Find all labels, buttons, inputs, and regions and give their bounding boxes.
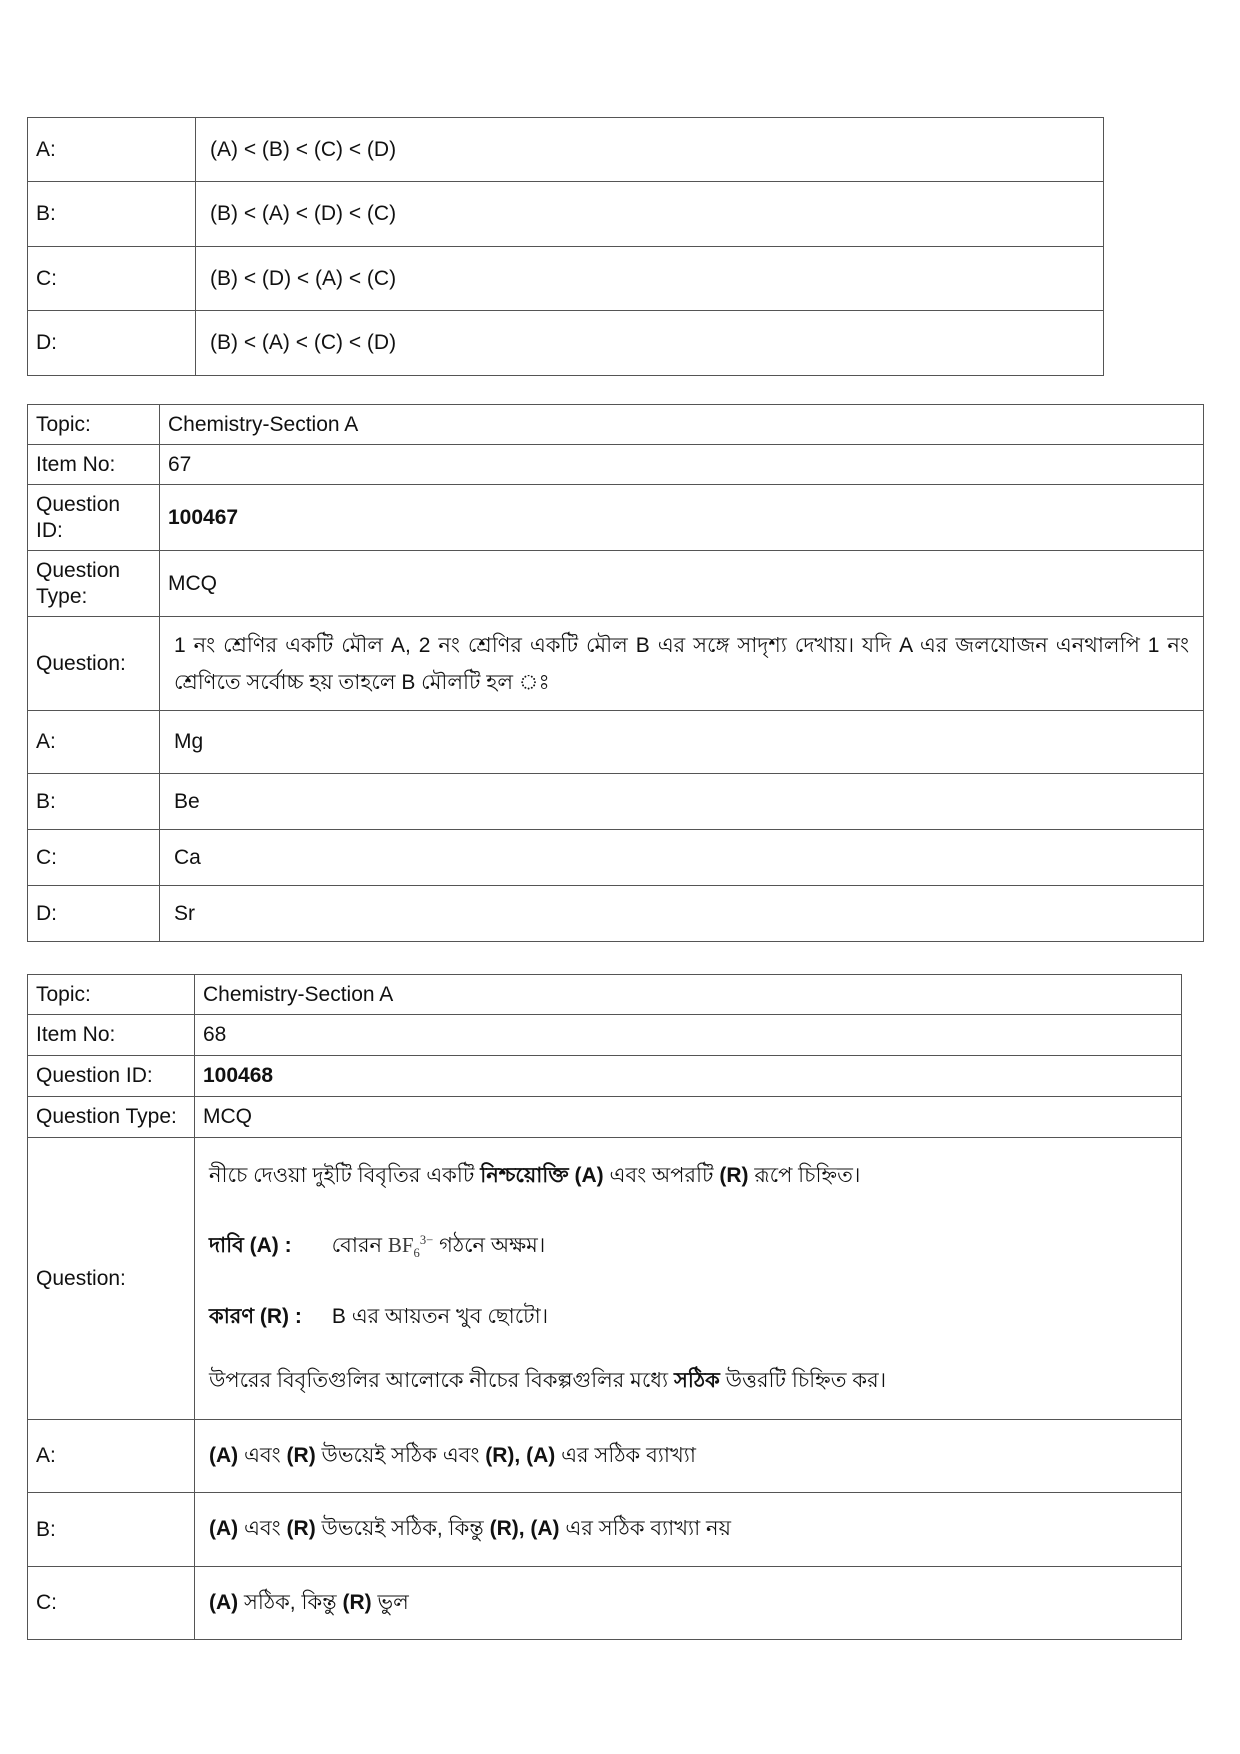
option-text: (B) < (A) < (C) < (D) (196, 311, 1104, 376)
item-no-label: Item No: (28, 445, 160, 485)
question-row (28, 617, 1204, 711)
question-row (28, 1138, 1182, 1420)
question-id-value: 100467 (168, 505, 239, 529)
assertion-label: দাবি (A) : (209, 1234, 292, 1257)
topic-row (28, 405, 1204, 445)
question-type-row (28, 551, 1204, 617)
assertion-line: দাবি (A) : বোরন $BF_6^{3-}$ গঠনে অক্ষম। (209, 1233, 546, 1261)
question-type-value: MCQ (160, 551, 1204, 617)
question-intro-line: নীচে দেওয়া দুইটি বিবৃতির একটি নিশ্চয়োক্তি (A) এবং অপরটি (R) রূপে চিহ্নিত। (209, 1164, 861, 1187)
reason-label: কারণ (R) : (209, 1305, 302, 1329)
option-row (28, 247, 1104, 311)
option-text: Ca (160, 830, 1204, 886)
question-text (195, 1138, 1182, 1420)
option-label: A: (28, 118, 196, 182)
topic-label: Topic: (28, 975, 195, 1015)
option-text: Sr (160, 886, 1204, 942)
instruction-line: উপরের বিবৃতিগুলির আলোকে নীচের বিকল্পগুলির মধ্যে সঠিক উত্তরটি চিহ্নিত কর। (209, 1369, 887, 1393)
question-label: Question: (28, 617, 160, 711)
option-row (28, 1567, 1182, 1640)
option-label: C: (28, 830, 160, 886)
option-label: A: (28, 711, 160, 774)
option-row (28, 886, 1204, 942)
option-label: D: (28, 886, 160, 942)
item-no-row (28, 445, 1204, 485)
option-label: A: (28, 1420, 195, 1493)
option-row (28, 118, 1104, 182)
question-id-label: Question ID: (28, 1056, 195, 1097)
option-row (28, 1493, 1182, 1567)
topic-value: Chemistry-Section A (195, 975, 1182, 1015)
option-row (28, 711, 1204, 774)
question-type-value: MCQ (195, 1097, 1182, 1138)
question-label: Question: (28, 1138, 195, 1420)
option-label: C: (28, 1567, 195, 1640)
option-text: (B) < (A) < (D) < (C) (196, 182, 1104, 247)
option-text: (A) সঠিক, কিন্তু (R) ভুল (195, 1567, 1182, 1640)
option-row (28, 311, 1104, 376)
topic-label: Topic: (28, 405, 160, 445)
option-text: (A) এবং (R) উভয়েই সঠিক এবং (R), (A) এর সঠিক ব্যাখ্যা (195, 1420, 1182, 1493)
option-text: Be (160, 774, 1204, 830)
question-text: 1 নং শ্রেণির একটি মৌল A, 2 নং শ্রেণির একটি মৌল B এর সঙ্গে সাদৃশ্য দেখায়। যদি A এর জলযোজন এনথালপি 1 নং শ্রেণিতে সর্বোচ্চ হয় তাহলে B মৌলটি হল ঃ (160, 617, 1204, 711)
item-no-value: 68 (195, 1015, 1182, 1056)
item-no-value: 67 (160, 445, 1204, 485)
question-type-label: Question Type: (28, 1097, 195, 1138)
option-label: B: (28, 774, 160, 830)
option-text: (A) এবং (R) উভয়েই সঠিক, কিন্তু (R), (A) এর সঠিক ব্যাখ্যা নয় (195, 1493, 1182, 1567)
topic-row (28, 975, 1182, 1015)
option-text: (A) < (B) < (C) < (D) (196, 118, 1104, 182)
option-row (28, 182, 1104, 247)
question-67-table (27, 404, 1204, 942)
question-id-value: 100468 (203, 1064, 274, 1087)
prev-options-table (27, 117, 1104, 376)
question-type-label: Question Type: (28, 551, 160, 617)
option-text: Mg (160, 711, 1204, 774)
option-label: D: (28, 311, 196, 376)
option-label: C: (28, 247, 196, 311)
question-id-row (28, 485, 1204, 551)
option-label: B: (28, 182, 196, 247)
question-id-row (28, 1056, 1182, 1097)
item-no-row (28, 1015, 1182, 1056)
formula: $BF_6^{3-}$ (387, 1233, 434, 1261)
question-68-table (27, 974, 1182, 1640)
question-type-row (28, 1097, 1182, 1138)
reason-line: কারণ (R) : B এর আয়তন খুব ছোটো। (209, 1305, 549, 1329)
option-text: (B) < (D) < (A) < (C) (196, 247, 1104, 311)
item-no-label: Item No: (28, 1015, 195, 1056)
option-label: B: (28, 1493, 195, 1567)
topic-value: Chemistry-Section A (160, 405, 1204, 445)
option-row (28, 830, 1204, 886)
option-row (28, 774, 1204, 830)
option-row (28, 1420, 1182, 1493)
question-id-label: Question ID: (28, 485, 160, 551)
